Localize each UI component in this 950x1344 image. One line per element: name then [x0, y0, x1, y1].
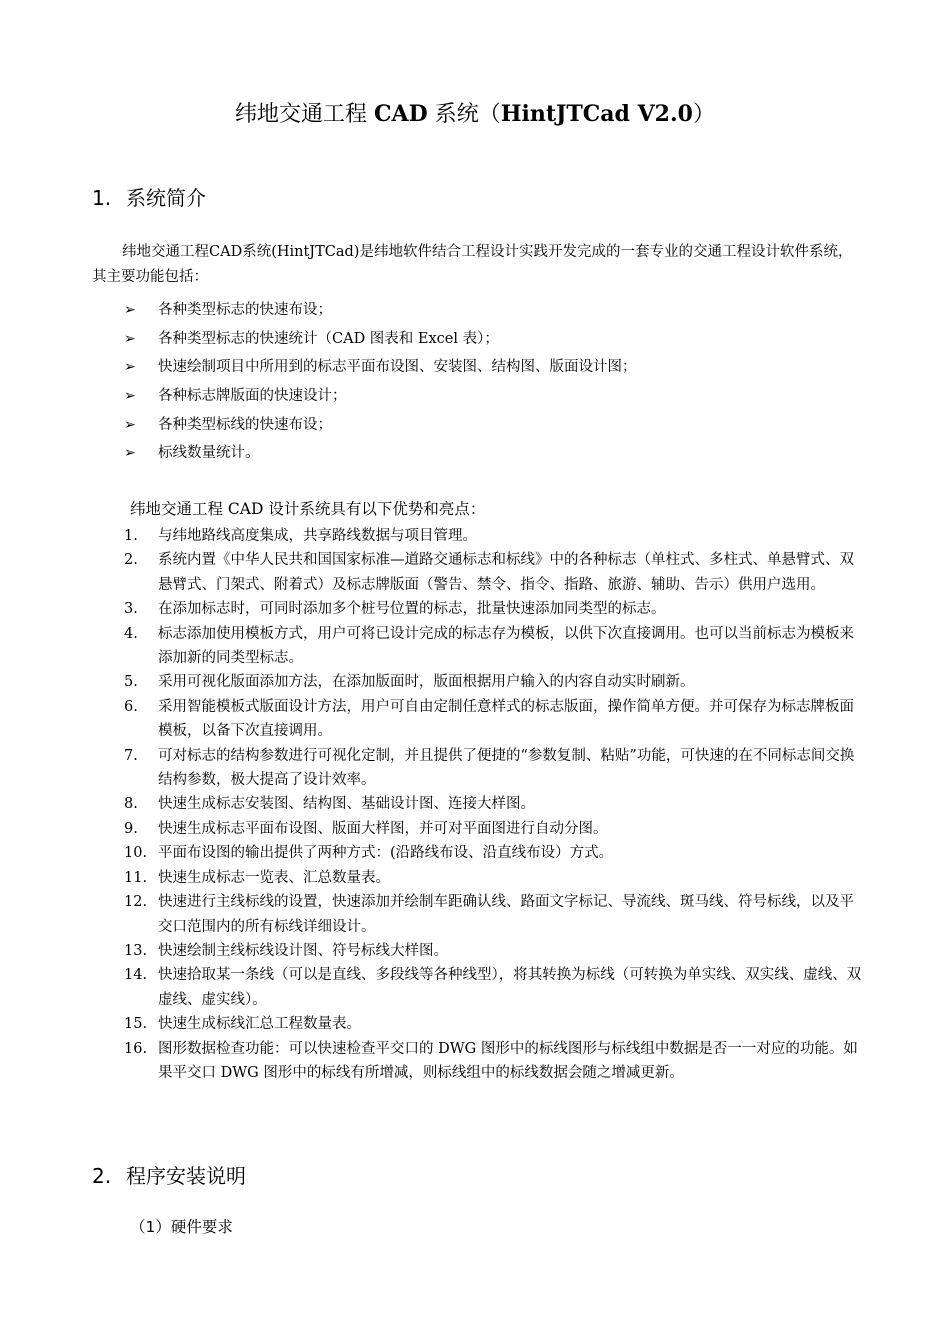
item-number: 12. [124, 894, 148, 911]
advantage-item [122, 963, 862, 1012]
bullet-text: 各种类型标线的快速布设； [158, 416, 332, 433]
item-number: 14. [124, 967, 148, 984]
arrow-bullet-icon: ➢ [124, 302, 136, 318]
feature-bullet-list [122, 298, 862, 470]
advantage-item [122, 670, 862, 694]
item-text: 快速进行主线标线的设置，快速添加并绘制车距确认线、路面文字标记、导流线、斑马线、符号标线，以及平交口范围内的所有标线详细设计。 [158, 894, 854, 935]
advantage-item [122, 622, 862, 671]
item-number: 11. [124, 869, 148, 886]
item-text: 快速绘制主线标线设计图、符号标线大样图。 [158, 942, 448, 959]
bullet-item [122, 413, 862, 442]
advantage-item [122, 597, 862, 621]
bullet-text: 各种标志牌版面的快速设计； [158, 388, 347, 405]
item-text: 标志添加使用模板方式，用户可将已设计完成的标志存为模板，以供下次直接调用。也可以当前标志为模板来添加新的同类型标志。 [158, 625, 854, 667]
item-number: 5. [124, 674, 138, 691]
advantages-list [122, 524, 862, 1085]
item-text: 平面布设图的输出提供了两种方式：(沿路线布设、沿直线布设）方式。 [158, 845, 614, 862]
item-number: 7. [124, 747, 138, 764]
advantage-item [122, 548, 862, 597]
arrow-bullet-icon: ➢ [124, 359, 136, 376]
advantage-item [122, 890, 862, 939]
item-number: 3. [124, 601, 138, 618]
intro-text: 纬地交通工程CAD系统(HintJTCad)是纬地软件结合工程设计实践开发完成的一套专业的交通工程设计软件系统，其主要功能包括： [92, 244, 853, 285]
title-cad: CAD [374, 101, 428, 127]
advantage-item [122, 1037, 862, 1086]
advantage-item [122, 524, 862, 548]
item-text: 采用可视化版面添加方法，在添加版面时，版面根据用户输入的内容自动实时刷新。 [158, 674, 695, 691]
bullet-text: 各种类型标志的快速统计（CAD 图表和 Excel 表）； [158, 330, 499, 347]
bullet-item [122, 384, 862, 413]
item-number: 10. [124, 845, 148, 862]
title-product-code: HintJTCad V2.0 [500, 101, 693, 127]
bullet-text: 各种类型标志的快速布设； [158, 302, 332, 318]
item-text: 与纬地路线高度集成，共享路线数据与项目管理。 [158, 528, 477, 544]
section-1-title: 系统简介 [126, 186, 206, 210]
item-number: 13. [124, 942, 148, 959]
advantage-item [122, 695, 862, 744]
title-text-1: 纬地交通工程 [235, 102, 375, 127]
item-text: 可对标志的结构参数进行可视化定制，并且提供了便捷的“参数复制、粘贴”功能，可快速的在不同标志间交换结构参数，极大提高了设计效率。 [158, 747, 855, 789]
arrow-bullet-icon: ➢ [124, 388, 136, 405]
item-text: 采用智能模板式版面设计方法，用户可自由定制任意样式的标志版面，操作简单方便。并可保存为标志牌板面模板，以备下次直接调用。 [158, 698, 854, 740]
advantage-item [122, 744, 862, 793]
item-number: 2. [124, 552, 138, 569]
item-text: 快速生成标线汇总工程数量表。 [158, 1016, 361, 1033]
section-1-heading [92, 184, 206, 212]
bullet-text: 快速绘制项目中所用到的标志平面布设图、安装图、结构图、版面设计图； [158, 359, 637, 376]
document-title [0, 98, 950, 131]
advantage-item [122, 841, 862, 865]
bullet-text: 标线数量统计。 [158, 445, 260, 462]
item-number: 9. [124, 820, 138, 837]
arrow-bullet-icon: ➢ [124, 445, 136, 462]
section-1-intro [92, 240, 862, 290]
item-number: 16. [124, 1040, 148, 1057]
item-text: 快速生成标志安装图、结构图、基础设计图、连接大样图。 [158, 796, 535, 813]
item-text: 系统内置《中华人民共和国国家标准—道路交通标志和标线》中的各种标志（单柱式、多柱式、单悬臂式、双悬臂式、门架式、附着式）及标志牌版面（警告、禁令、指令、指路、旅游、辅助、告示）供用户选用。 [158, 552, 854, 593]
title-text-3: ） [692, 102, 715, 127]
bullet-item [122, 327, 862, 356]
advantage-item [122, 866, 862, 890]
item-text: 快速生成标志一览表、汇总数量表。 [158, 869, 390, 886]
advantage-item [122, 792, 862, 816]
advantage-item [122, 1012, 862, 1036]
arrow-bullet-icon: ➢ [124, 330, 136, 347]
item-number: 15. [124, 1016, 148, 1033]
section-2-heading [92, 1162, 246, 1190]
bullet-item [122, 298, 862, 327]
arrow-bullet-icon: ➢ [124, 416, 136, 433]
item-number: 8. [124, 796, 138, 813]
advantage-item [122, 817, 862, 841]
section-2-number: 2. [92, 1164, 112, 1188]
item-text: 在添加标志时，可同时添加多个桩号位置的标志，批量快速添加同类型的标志。 [158, 601, 666, 618]
bullet-item [122, 355, 862, 384]
item-text: 图形数据检查功能：可以快速检查平交口的 DWG 图形中的标线图形与标线组中数据是否一一对应的功能。如果平交口 DWG 图形中的标线有所增减，则标线组中的标线数据会随之增减更新。 [158, 1040, 858, 1081]
advantages-heading: 纬地交通工程 CAD 设计系统具有以下优势和亮点： [130, 500, 486, 518]
item-text: 快速拾取某一条线（可以是直线、多段线等各种线型），将其转换为标线（可转换为单实线、双实线、虚线、双虚线、虚实线）。 [158, 967, 862, 1008]
section-2-title: 程序安装说明 [126, 1164, 246, 1188]
hardware-requirements-heading: （1）硬件要求 [130, 1218, 233, 1236]
item-number: 4. [124, 625, 138, 642]
item-number: 1. [124, 528, 138, 544]
title-text-2: 系统（ [427, 102, 501, 127]
advantage-item [122, 939, 862, 963]
item-number: 6. [124, 698, 138, 715]
section-1-number: 1. [92, 186, 112, 210]
bullet-item [122, 441, 862, 470]
item-text: 快速生成标志平面布设图、版面大样图，并可对平面图进行自动分图。 [158, 820, 608, 837]
